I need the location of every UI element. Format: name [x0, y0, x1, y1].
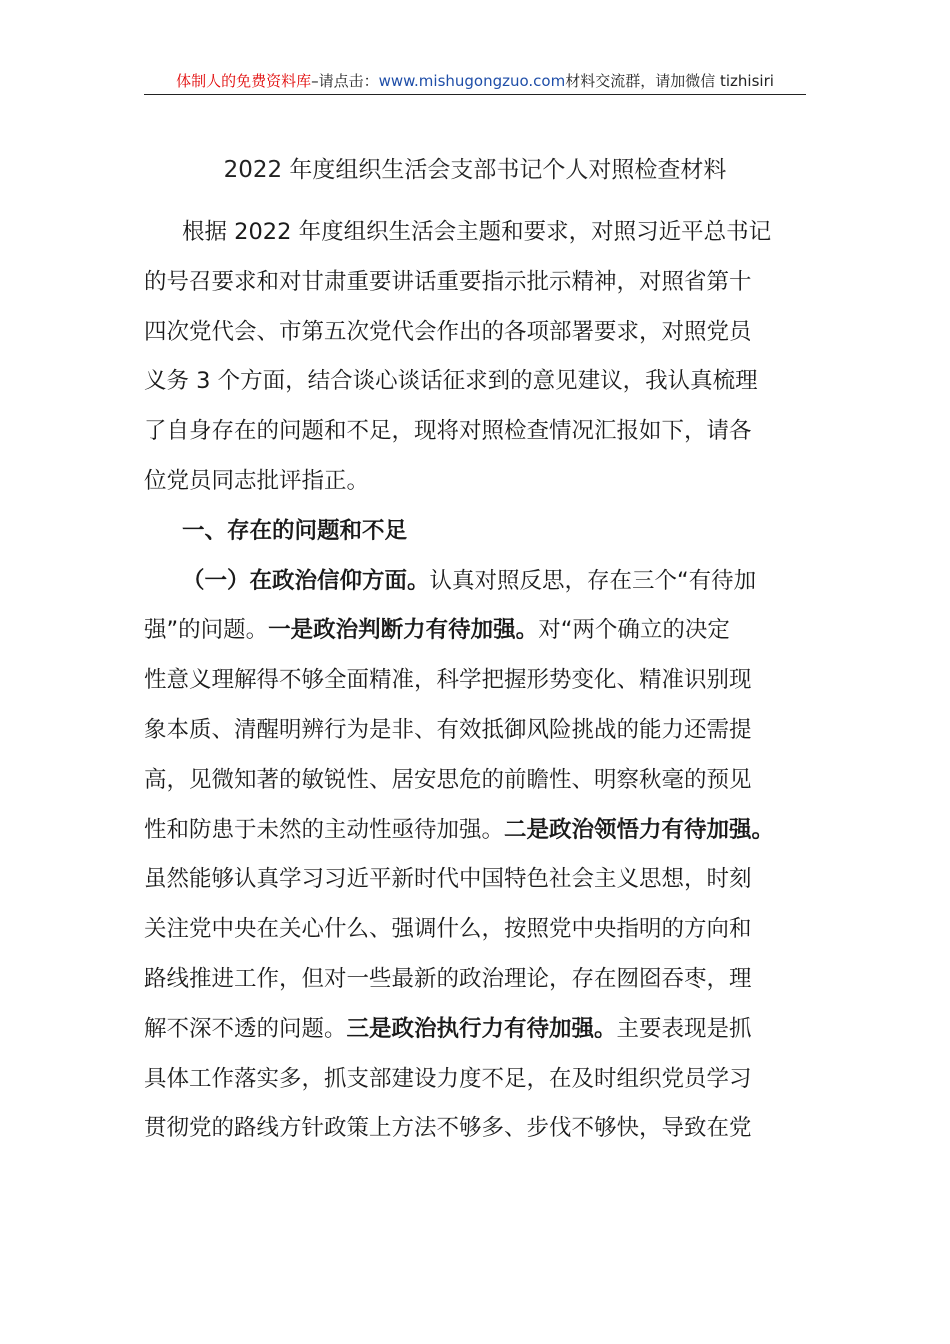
body-line [144, 656, 806, 706]
text-run: 虽然能够认真学习习近平新时代中国特色社会主义思想，时刻 [144, 866, 752, 893]
text-run: 路线推进工作，但对一些最新的政治理论，存在囫囵吞枣，理 [144, 965, 752, 992]
body-line [144, 706, 806, 756]
text-run: 位党员同志批评指正。 [144, 467, 370, 494]
text-run: 关注党中央在关心什么、强调什么，按照党中央指明的方向和 [144, 916, 752, 943]
header-brand: 体制人的免费资料库 [176, 72, 312, 90]
body-line [144, 1005, 806, 1055]
text-run: 的号召要求和对甘肃重要讲话重要指示批示精神，对照省第十 [144, 268, 752, 295]
text-run: 具体工作落实多，抓支部建设力度不足，在及时组织党员学习 [144, 1065, 752, 1092]
body-line [144, 357, 806, 407]
bold-point: 一是政治判断力有待加强。 [268, 617, 539, 644]
bold-point: 三是政治执行力有待加强。 [346, 1015, 617, 1042]
header-url-link[interactable]: www.mishugongzuo.com [378, 72, 566, 90]
body-line [144, 1104, 806, 1154]
text-run: 认真对照反思，存在三个“有待加 [429, 567, 757, 594]
body-line [144, 955, 806, 1005]
header-wechat-note: 材料交流群，请加微信 tizhisiri [565, 72, 774, 90]
bold-point: 二是政治领悟力有待加强。 [504, 816, 775, 843]
section-heading [144, 507, 806, 557]
body-line [144, 208, 806, 258]
text-run: 对“两个确立的决定 [538, 617, 730, 644]
text-run: 了自身存在的问题和不足，现将对照检查情况汇报如下，请各 [144, 418, 752, 445]
text-run: 象本质、清醒明辨行为是非、有效抵御风险挑战的能力还需提 [144, 716, 752, 743]
body-line [144, 756, 806, 806]
text-run: 高，见微知著的敏锐性、居安思危的前瞻性、明察秋毫的预见 [144, 766, 752, 793]
section-heading-text: 一、存在的问题和不足 [182, 517, 408, 544]
text-run: 强”的问题。 [144, 617, 269, 644]
document-body [144, 208, 806, 1154]
text-run: 性意义理解得不够全面精准，科学把握形势变化、精准识别现 [144, 667, 752, 694]
text-run: 贯彻党的路线方针政策上方法不够多、步伐不够快，导致在党 [144, 1115, 752, 1142]
body-line [144, 407, 806, 457]
body-line [144, 606, 806, 656]
text-run: 根据 2022 年度组织生活会主题和要求，对照习近平总书记 [182, 219, 772, 245]
text-run: 义务 3 个方面，结合谈心谈话征求到的意见建议，我认真梳理 [144, 368, 758, 395]
text-run: 主要表现是抓 [616, 1015, 752, 1042]
body-line [144, 258, 806, 308]
document-title: 2022 年度组织生活会支部书记个人对照检查材料 [223, 157, 727, 183]
header-click-prompt: –请点击： [311, 72, 379, 90]
subsection-heading: （一）在政治信仰方面。 [182, 567, 430, 594]
body-line [144, 905, 806, 955]
body-line [144, 806, 806, 856]
text-run: 性和防患于未然的主动性亟待加强。 [144, 816, 505, 843]
body-line [144, 308, 806, 358]
body-line [144, 1055, 806, 1105]
text-run: 四次党代会、市第五次党代会作出的各项部署要求，对照党员 [144, 318, 752, 345]
page-header [144, 68, 806, 95]
text-run: 解不深不透的问题。 [144, 1015, 347, 1042]
body-line [144, 557, 806, 607]
body-line [144, 457, 806, 507]
body-line [144, 855, 806, 905]
